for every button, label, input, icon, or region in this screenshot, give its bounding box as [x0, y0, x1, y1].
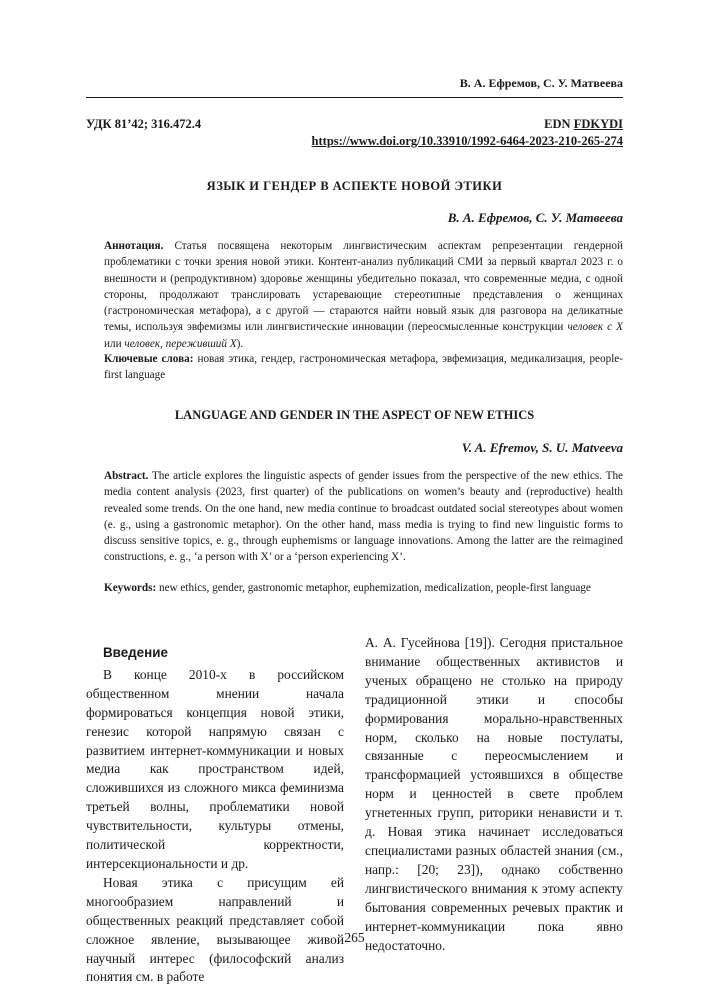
paragraph: А. А. Гусейнова [19]). Сегодня пристальное внимание общественных активистов и ученых обращено не столько на природу традиционной этики и способы формирования морально-нравственных норм, сколько на новые постулаты, связанные с переосмыслением и трансформацией устоявшихся в обществе норм и ценностей в свете проблем угнетенных групп, риторики ненависти и т. д. Новая этика начинает исследоваться специалистами разных областей знания (см., напр.: [20; 23]), однако собственно лингвистического внимания к этому аспекту бытования современных речевых практик и интернет-коммуникации пока явно недостаточно.: [365, 635, 623, 953]
abstract-en: [104, 468, 623, 566]
article-title-en: LANGUAGE AND GENDER IN THE ASPECT OF NEW ETHICS: [174, 408, 535, 422]
edn-code: [544, 117, 623, 132]
keywords-en-label: Keywords:: [104, 582, 157, 594]
edn-link[interactable]: FDKYDI: [573, 117, 623, 131]
section-heading-introduction: Введение: [103, 645, 168, 660]
authors-en: V. A. Efremov, S. U. Matveeva: [461, 440, 623, 455]
header-rule: [86, 97, 623, 98]
udc-code: УДК 81’42; 316.472.4: [86, 117, 202, 131]
abstract-ru-mid: или: [104, 337, 125, 350]
running-head: В. А. Ефремов, С. У. Матвеева: [459, 76, 623, 90]
keywords-ru-label: Ключевые слова:: [104, 353, 194, 365]
keywords-ru-text: новая этика, гендер, гастрономическая метафора, эвфемизация, медикализация, people-first language: [104, 353, 624, 382]
abstract-ru-italic-2: человек, переживший X: [124, 337, 237, 350]
authors-ru: В. А. Ефремов, С. У. Матвеева: [447, 210, 623, 225]
keywords-en-text: new ethics, gender, gastronomic metaphor, euphemization, medicalization, people-first language: [156, 582, 591, 594]
article-title-ru: ЯЗЫК И ГЕНДЕР В АСПЕКТЕ НОВОЙ ЭТИКИ: [206, 179, 503, 193]
paragraph: Новая этика с присущим ей многообразием направлений и общественных реакций представляет собой сложное явление, вызывающее живой научный интерес (философский анализ понятия см. в работе: [86, 874, 344, 985]
abstract-en-label: Abstract.: [104, 470, 149, 482]
paragraph: В конце 2010-х в российском общественном мнении начала формироваться концепция новой этики, генезис которой напрямую связан с развитием интернет-коммуникации и новых медиа как пространством идей, сложившихся из сложного микса феминизма третьей волны, проблематики новой чувствительности, культуры отмены, политической корректности, интерсекциональности и др.: [86, 666, 344, 871]
keywords-en: [104, 580, 623, 596]
body-column-right: [365, 634, 623, 955]
abstract-ru-text: Статья посвящена некоторым лингвистическим аспектам репрезентации гендерной проблематики с точки зрения новой этики. Контент-анализ публикаций СМИ за первый квартал 2023 г. о внешности и (репродуктивном) здоровье женщины убедительно показал, что современные медиа, с одной стороны, продолжают транслировать устаревающие стереотипные представления о женщинах (гастрономическая метафора), а с другой — стараются найти новый язык для разговора на деликатные темы, используя эвфемизмы или лингвистические инновации (переосмысленные конструкции: [104, 240, 623, 334]
abstract-ru-end: ).: [236, 337, 244, 350]
abstract-ru-label: Аннотация.: [104, 240, 164, 252]
keywords-ru: [104, 351, 623, 384]
page-number: 265: [344, 930, 365, 945]
abstract-ru-italic-1: человек с X: [567, 321, 623, 334]
abstract-ru: [104, 238, 623, 352]
edn-label: EDN: [544, 117, 574, 131]
doi-link[interactable]: https://www.doi.org/10.33910/1992-6464-2023-210-265-274: [311, 134, 623, 148]
abstract-en-text: The article explores the linguistic aspects of gender issues from the perspective of the new ethics. The media content analysis (2023, first quarter) of the publications on women’s beauty and (reproductive) health revealed some trends. On the one hand, new media continue to broadcast outdated social stereotypes about women (e. g., using a gastronomic metaphor). On the other hand, mass media is trying to find new linguistic forms to discuss sensitive topics, e. g., through euphemisms or language innovations. Among the latter are the reimagined constructions, e. g., ‘a person with X’ or a ‘person experiencing X’.: [104, 470, 623, 564]
